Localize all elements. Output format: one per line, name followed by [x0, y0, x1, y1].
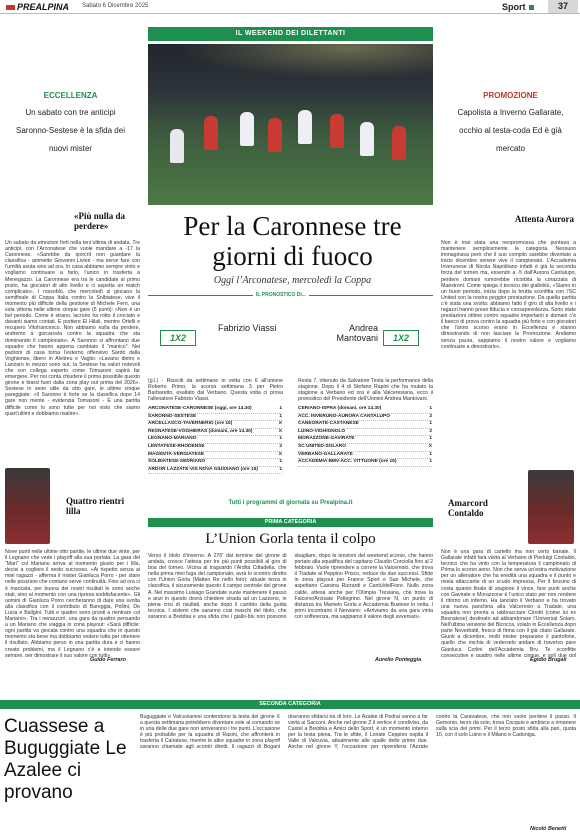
prediction-match: MORAZZONE-GAVIRATE	[298, 436, 355, 442]
prediction-match: LUINO-VIGHIGNOLO	[298, 428, 346, 434]
prediction-pick: 1	[279, 406, 282, 411]
prediction-intro-right: Resta 7, ottenuto da Salvatore Testa la performance della stagione. Dopo il 4 di Stefano Rapini che ha mutato la stagione a Verbano ed ora è alla Valceresiana, ecco il pronostico del Presidente dell’Uomini Andrea Mantovani.	[298, 378, 433, 403]
left-mini-title: «Più nulla da perdere»	[74, 211, 126, 231]
prediction-pick: 1	[279, 413, 282, 419]
main-headline: Per la Caronnese tre giorni di fuoco	[183, 211, 402, 271]
player-figure	[170, 129, 184, 163]
prediction-match: CANEGRATE-CASTANESE	[298, 421, 359, 427]
prediction-match: MAGENTA-VERGIATESE	[148, 451, 205, 457]
promozione-box	[448, 91, 573, 156]
prima-category-label: PRIMA CATEGORIA	[148, 518, 433, 527]
prediction-match: ARCELLASCO-TAVERNERIO (ore 15)	[148, 421, 233, 427]
right-article-text-2: Non è una gara di cartello ma non certo banale. Il Gallarate infatti farà visita al Verbano di Pierluigi Contaldo, tecnico che ha vinto con la temperatura il campionato di Prima lo scorso anno. Non che serva un’estra motivazione per un allenatore che ha eredità una squadra e il punto e rivela attaccante di un scudo impressa. Per il brusino di costa quanto finale di stagione il vince, fare punti anche con Gavirate e Morazzone è l’unico stato per non rendere il ritorno un inferno. Ha lanciato il Verbano e ha trovato una nuova panchina alla Valceresio a Tradate, una squadra non pronta a rabbracciare Cinotti (come lui ex Besnatese) destinato ad abbandonare l’Universal Solaro. Nell’ultima versione del Bicocca, volato in Eccellenza dopo parte Novedratti, fresco di firma con il già citato Gallarate. Giunti a dicembre, molti mister preparano il pantofone, quello che rischia di vederselo andare di traverso pare Gianluca Corlini dell’Accademia Brv. Te sconfitte consecutive e quattro nelle ultime cinque, e soli due gol	[441, 549, 576, 657]
left-player-portrait	[5, 468, 50, 544]
programs-link[interactable]: Tutti i programmi di giornata su Prealpina.it	[228, 500, 353, 506]
prediction-pick: X	[278, 451, 282, 457]
left-1x2-badge: 1X2	[160, 330, 196, 346]
prediction-match: LENTATESE-RHODENSE	[148, 443, 205, 449]
prediction-row	[148, 406, 282, 414]
player-figure	[268, 118, 282, 152]
prediction-title: IL PRONOSTICO DI...	[253, 292, 309, 298]
weekend-banner: IL WEEKEND DEI DILETTANTI	[148, 27, 433, 41]
section-label: Sport	[502, 2, 526, 12]
prediction-row	[148, 436, 282, 444]
section-square-icon	[529, 5, 534, 10]
prediction-row	[298, 436, 432, 444]
match-photo	[148, 44, 433, 205]
prediction-pick: 2	[429, 413, 432, 419]
stadium-lights	[148, 44, 433, 84]
prima-signature: Aurelio Ponteggia	[375, 657, 422, 663]
left-signature: Guido Ferraro	[90, 657, 126, 663]
prediction-pick: 1	[429, 421, 432, 427]
left-predictor-name: Fabrizio Viassi	[218, 323, 277, 333]
prediction-pick: 1	[429, 406, 432, 411]
prediction-table-right	[298, 406, 432, 467]
prediction-pick: 2	[279, 443, 282, 449]
prediction-row	[148, 421, 282, 429]
prediction-pick: X	[278, 421, 282, 427]
player-figure	[204, 116, 218, 150]
player-figure	[298, 110, 312, 144]
prediction-pick: X	[428, 443, 432, 449]
prediction-pick: 1	[429, 451, 432, 457]
seconda-signature: Nicolò Benetti	[530, 826, 567, 832]
prediction-pick: 1	[279, 459, 282, 465]
prediction-match: SC UNITED-SOLARO	[298, 443, 346, 449]
prediction-section-rule	[148, 292, 433, 301]
right-mini-title: Attenta Aurora	[514, 214, 574, 224]
eccellenza-text: Un sabato con tre anticipi Saronno-Sestese è la sfida dei nuovi mister	[16, 108, 125, 153]
promozione-kicker: PROMOZIONE	[483, 91, 538, 100]
prediction-match: LEGNANO-MARIANO	[148, 436, 197, 442]
page-number: 37	[548, 0, 578, 13]
right-player-portrait	[528, 470, 574, 544]
right-signature: Egidio Brugali	[530, 657, 567, 663]
prediction-pick: 1	[429, 436, 432, 442]
page-header	[0, 0, 580, 14]
prediction-match: ARDOR LAZZATE-VIS NOVA GIUSSANO (ore 15)	[148, 466, 258, 472]
seconda-headline: Cuassese a Buguggiate Le Azalee ci provano	[4, 716, 127, 803]
right-mini-title-2: Amarcord Contaldo	[448, 498, 488, 518]
promozione-text: Capolista a Inverno Gallarate, occhio al testa-coda Ed è già mercato	[457, 108, 564, 153]
left-article-text: Un sabato da emozioni forti nella terz’ultima di andata. Tre anticipi, con l’Arconatese che vuole mandare a -17 la Caronnese. «Sarebbe da iporcrit non guardare la classifica - ammette Giovanni Livieri - ma serve fare con l’umiltà avuta sino ad ora. In casa abbiamo sempre vinto e vogliamo continuare a farlo, l’unico in trasferta a Menegazzo. La Caronnese era tra le candidate al primo posto, ha giocatori di alto livello e ci aspetta un match complicato». I rossoblù, che mercoledì si giocano la semifinale di Coppa Italia contro la Solbiatese, vive il momento più difficile della gestione di Michele Ferri, una sola vittoria nelle ultime cinque gare (5 punti): «Non è un bel periodo. Come è strano, lacrorio ha rotto il crociato e davanti siamo contati. E portiere El Hilali, mentre Ortelli e recupero Vitofrancesco. Non abbiamo nulla da perdere, andremo a giocarcela contro la squadra che sta dominando il campionato». A Saronno si affrontano due squadre che hanno appena cambiato il “manico”. Nei padroni di casa torna l’esterno offensivo Sardo dalla Voghiense, libero in Alvitreu e Vaglio: «Lavano dietro e Lanzaro in mezzo sono out, la Sestese ha valori notevoli che con collega esperto come Tomasoni capirà far emergere. Per noi conta chiudere il prima possibile questo girone e tirarsi fuori dalla zona play out prima del 2026». Sestese in serie utile da otto gare, le ultime cinque pareggiate: «Il Saronno è forte se la classifica dopo 14 gare non mente - evidenzia Tomasoni - È una partita difficile come lo sono tutte per noi visto che siamo quart’ultimi e dobbiamo risalire».	[5, 240, 140, 417]
prediction-pick: 2	[429, 428, 432, 434]
right-predictor-name: Andrea Mantovani	[336, 323, 378, 343]
prediction-row	[148, 444, 282, 452]
player-figure	[240, 112, 254, 146]
brand-logo-icon	[6, 5, 15, 10]
prima-headline: L’Union Gorla tenta il colpo	[205, 531, 376, 547]
prediction-pick: X	[278, 428, 282, 434]
prediction-row	[298, 459, 432, 467]
prediction-row	[298, 421, 432, 429]
newspaper-brand	[6, 2, 69, 12]
player-figure	[360, 122, 374, 156]
prediction-match: ACCADEMIA BMV-ACC. VITTUONE (ore 15)	[298, 459, 397, 465]
issue-date: Sabato 6 Dicembre 2025	[82, 3, 149, 9]
player-figure	[330, 114, 344, 148]
brand-name: PREALPINA	[17, 2, 70, 12]
prediction-row	[298, 406, 432, 414]
prediction-pick: 1	[279, 466, 282, 472]
prediction-match: VERBANO-GALLARATE	[298, 451, 353, 457]
eccellenza-kicker: ECCELLENZA	[43, 91, 98, 100]
prediction-pick: 1	[279, 436, 282, 442]
player-figure	[392, 126, 406, 160]
prima-article-text: Verso il titolo d’inverno. A 270’ dal termine del girone di andata, cresce l’attesa per tre più punti possibili al giro di boa del torneo. Vicina al traguardo l’Ardita Cittadella, che nella prima mini fuga del campionato, avrà lo scontro diretto con l’Union Gorla (Matteo Re nello foto): attuale terza in classifica, il sicuramente questo il campo centrale del girone A. Nel massimo Luisago Grandate vuole mantenere il passo e anzi in questo dovrà chiedere strada ad un Lazzeno, in piena crisi di risultati, anche dopo il cambio della guida tecnica. I sistemi che saranno cosi maschi del titolo, che saranno a Brebbia e una sfida che i giallo-blu non possono sbagliare, dopo le tensioni del weekend scorso, che hanno portato alla squalifica del capitano Claudio Corciolla fino al 2 febbraio. Vuole riprendere a correre la Valceresio, che trova il Tradate al Peppino Prisco, reduce da due successi. Sfide in zona playout per France Sport e San Michele, che aspettano Cassina Rizzardi e Cantù/delFiore. Nullo zona calde, attesa anche per l’Olimpia Tresiana, che trova la Falcone/Arcisate Pellegrino. Nel girone N, un punto di distanza tra Mamelo Gorla e Accademia Bustese in vetta. I primi incontrano il Nerviano: «Arriviamo da una gara vinta con sofferenza, ma sappiamo il valore degli avversari».	[148, 553, 433, 620]
prediction-intro-left: (g.l.) - Riusciti da settimane in vetta con 6 all’unione Roberto Primo, la scorsa settimana 3 per Pietro Barbaretto, esaltato dal Verbano. Questa volta ci prova l’allenatore Fabrizio Viassi.	[148, 378, 283, 403]
prediction-match: ARCONATESE-CARONNESE (oggi, ore 14.30)	[148, 406, 252, 411]
seconda-category-label: SECONDA CATEGORIA	[0, 700, 580, 709]
prediction-row	[298, 444, 432, 452]
right-1x2-badge: 1X2	[383, 330, 419, 346]
prediction-match: SARONNO-SESTESE	[148, 413, 197, 419]
prediction-match: RESNATESE-VOGHIERAS (domani, ore 14.30)	[148, 428, 253, 434]
left-article-text-2: Nove punti nelle ultime otto partite, le ultime due vinte, per il Legnano che vede i playoff alla sua portata. La gara del “Mari” col Mariano arriva al momento giusto per i lilla, decisi a cogliere il sesto successo. «Ai rispetto senza ai miei ragazzi - afferma il mister Gianluca Porro - per stare nelle posizioni che contano serve continuità. Fino ad ora ci è mancata, per buona dei nostri risultati le sono anche stati, sino al momento con una ripresa soddisfacente». Gli uomini di Gianluca Porro cercheranno di dare una svolta alla classifica con il contributo di Bareggia, Pellini, De Lucia e Ballgini. Tutti e quattro sono pronti a rientrare col Mariano». Tra i nerazzurri, una gara da quattro pensando a un Mariano che viaggia in zona playout: «Sarà difficile: ogni partita va giocata contro una squadra che in questo momento sta bene ma dobbiamo vedere tutto per ottenere il risultato. Abbiamo perso in una partita dura e ci hanno creato problemi, ma il Legnano c’è e intende essere sempre, per dimostrare il suo valore con tutti».	[5, 549, 140, 657]
prediction-match: ACC. INVERUNO-AURORA CANTALUPO	[298, 413, 390, 419]
seconda-article-text: Buguggiate e Valcuvianesi contendono la testa del girone X a questa settimana potrebbero diventare sole al comando se in una delle due gare non arriveranno i tre punti. L’occasione è più probabile per la squadra di Rasini, che affronterà in trasferta il Cairatese, mentre le altre squadre in zona playoff saranno chiamate agli scontri diretti. Il ragazzi di Bogani dovranno sfidarsi tra di loro. Le Azalee di Pedrai vanno a far visita ai Sacconi. Anche nel girone Z il vertice è condiviso, da Castel a Brebbia e Amici dello Sport, è un momento interno per la testa piena. Tra le sfide, il Lonate Ceppino ospita il Valle di Valcuvia, attualmente alle spalle delle prime due. Anche nel girone Y, l’occasione per riprendersi l’Azzate contro la Caravatese, che non vuole perdere il passo. Il Gemonio, terzo da solo, trova Cocquio e ambisce a rimanere sulla scia dei primi. Per il terzo posto sfida alla pari, quota 10, con il solo Luino e il Milano e Cadoniga.	[140, 714, 576, 751]
prediction-table-left	[148, 406, 282, 474]
prediction-row	[148, 467, 282, 475]
prediction-match: SOLBIATESE-SEDRIANO	[148, 459, 206, 465]
prediction-row	[148, 459, 282, 467]
section-name	[502, 2, 534, 12]
right-article-text: Non è mai stata una neopromossa che puntava a mantenere semplicemente la categoria. Nessuno immaginava però che il suo compito sarebbe diventato a inizio dicembre senere vive il campionato. L’Accademia Inverunese di Nicola Napolitano infatti è già la seconda forza del torneo ma, essendo a -5 dall’Aurora Cantalupo, perdere domani rumorebbe ricorbita la corazzata di Maestroni. Come spiega il tecnico dei gialloblù, «Siamo in un buon periodo, inizia dopo la brutta sconfitta con l’SC United con la nostra peggior prestazione. Da quella partita c’è stata una svolta: abbiamo fatto il giro di alta livello e i ragazzi hanno preso fiducia e consapevolezza. Sono state prestazioni ottime contro squadre importanti e domani c’è il banco di prova contro la squadra più forte e con giocatori che l’anno scorso erano in Eccellenza e stanno dimostrando di non lasciare la Promozione. Andiamo senza paura, sappiamo il nostro valore e vogliamo continuare a dimostrarlo».	[441, 240, 576, 350]
eccellenza-box	[8, 91, 133, 156]
main-subheadline: Oggi l’Arconatese, mercoledì la Coppa	[213, 275, 372, 286]
prediction-match: CERIANO-ISPRA (domani, ore 14.30)	[298, 406, 382, 411]
prediction-pick: 1	[429, 459, 432, 465]
left-mini-title-2: Quattro rientri lilla	[66, 496, 125, 516]
